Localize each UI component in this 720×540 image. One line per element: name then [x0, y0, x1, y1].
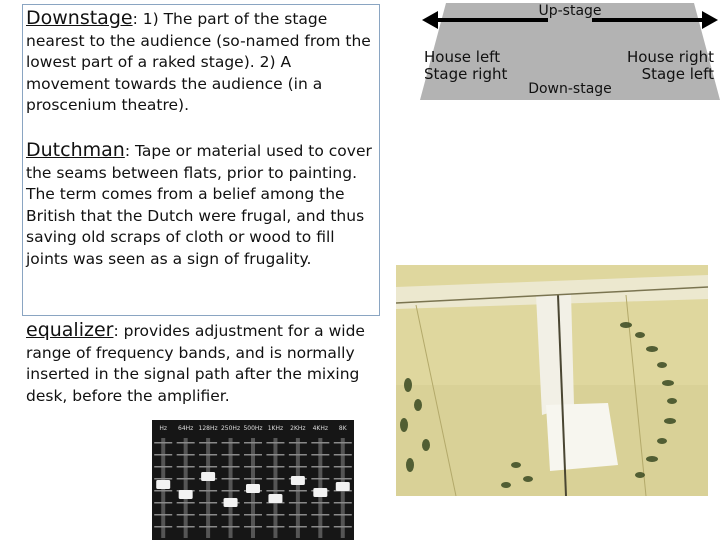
eq-slider-knob [246, 484, 260, 493]
label-house-left: House left [424, 48, 501, 66]
eq-scale-tick [266, 466, 284, 468]
eq-scale-tick [177, 526, 195, 528]
eq-scale-tick [222, 490, 240, 492]
eq-slider-knob [268, 494, 282, 503]
eq-scale-tick [244, 442, 262, 444]
label-house-right: House right [626, 48, 714, 66]
eq-scale-tick [154, 442, 172, 444]
eq-scale-tick [266, 454, 284, 456]
eq-scale-tick [177, 478, 195, 480]
eq-scale-tick [177, 466, 195, 468]
eq-scale-tick [311, 478, 329, 480]
term-dutchman: Dutchman [26, 139, 125, 161]
eq-scale-tick [334, 454, 352, 456]
eq-scale-tick [177, 514, 195, 516]
eq-slider-knob [156, 480, 170, 489]
eq-scale-tick [311, 454, 329, 456]
eq-scale-tick [266, 526, 284, 528]
eq-slider-track [229, 438, 233, 538]
label-stage-right: Stage right [424, 65, 508, 83]
eq-slider-track [184, 438, 188, 538]
eq-band-label: 4KHz [312, 425, 329, 432]
eq-scale-tick [289, 490, 307, 492]
eq-scale-tick [154, 466, 172, 468]
eq-scale-tick [266, 490, 284, 492]
eq-band-label: 8K [338, 425, 347, 432]
eq-scale-tick [199, 502, 217, 504]
eq-scale-tick [334, 442, 352, 444]
stage-directions-diagram [418, 0, 720, 104]
eq-scale-tick [177, 502, 195, 504]
eq-scale-tick [222, 526, 240, 528]
eq-scale-tick [266, 478, 284, 480]
eq-scale-tick [289, 514, 307, 516]
eq-slider-track [273, 438, 277, 538]
definition-downstage: 1) The part of the stage nearest to the audience (so-named from the lowest part of a raked stage). 2) A movement towards the audience (in a proscenium theatre). [26, 10, 371, 114]
eq-band-label: 250Hz [220, 425, 241, 432]
eq-scale-tick [154, 502, 172, 504]
eq-scale-tick [199, 514, 217, 516]
term-downstage: Downstage [26, 7, 133, 29]
eq-scale-tick [222, 466, 240, 468]
eq-slider-knob [313, 488, 327, 497]
eq-scale-tick [222, 442, 240, 444]
eq-scale-tick [244, 526, 262, 528]
eq-scale-tick [154, 478, 172, 480]
eq-scale-tick [311, 514, 329, 516]
equalizer-sliders [152, 420, 354, 540]
definition-dutchman: Tape or material used to cover the seams between flats, prior to painting. The term comes from a belief among the British that the Dutch were frugal, and thus saving old scraps of cloth or wood to fill joints was seen as a sign of frugality. [26, 142, 372, 268]
left-arrow-icon [422, 11, 438, 29]
entry-dutchman: Dutchman: Tape or material used to cover the seams between flats, prior to painting. The term comes from a belief among the British that the Dutch were frugal, and thus saving old scraps of cloth or wood to fill joints was seen as a sign of frugality. [26, 139, 372, 268]
eq-slider-track [296, 438, 300, 538]
dutchman-photo [396, 265, 708, 496]
equalizer-photo [152, 420, 354, 540]
eq-scale-tick [199, 490, 217, 492]
eq-scale-tick [154, 514, 172, 516]
eq-scale-tick [177, 442, 195, 444]
eq-scale-tick [334, 514, 352, 516]
eq-scale-tick [222, 454, 240, 456]
eq-band-label: 64Hz [178, 425, 194, 432]
eq-slider-knob [201, 472, 215, 481]
eq-scale-tick [289, 526, 307, 528]
eq-slider-knob [291, 476, 305, 485]
eq-scale-tick [199, 442, 217, 444]
eq-band-label: Hz [159, 425, 168, 432]
eq-scale-tick [266, 514, 284, 516]
eq-band-label: 500Hz [243, 425, 263, 432]
eq-band-label: 1KHz [267, 425, 284, 432]
eq-scale-tick [311, 466, 329, 468]
term-equalizer: equalizer [26, 319, 114, 341]
eq-slider-knob [224, 498, 238, 507]
right-arrow-icon [702, 11, 718, 29]
eq-scale-tick [177, 454, 195, 456]
label-upstage: Up-stage [538, 3, 602, 19]
eq-slider-knob [336, 482, 350, 491]
eq-scale-tick [222, 478, 240, 480]
entry-downstage: Downstage: 1) The part of the stage nearest to the audience (so-named from the lowest part of a raked stage). 2) A movement towards the audience (in a proscenium theatre). [26, 7, 371, 114]
eq-scale-tick [244, 466, 262, 468]
eq-scale-tick [334, 466, 352, 468]
eq-scale-tick [154, 454, 172, 456]
eq-scale-tick [244, 454, 262, 456]
entry-equalizer: equalizer: provides adjustment for a wide range of frequency bands, and is normally inserted in the signal path after the mixing desk, before the amplifier. [26, 319, 365, 405]
dutchman-illustration [396, 265, 708, 496]
label-stage-left: Stage left [641, 65, 714, 83]
eq-scale-tick [311, 526, 329, 528]
eq-scale-tick [154, 490, 172, 492]
eq-scale-tick [244, 502, 262, 504]
eq-scale-tick [199, 454, 217, 456]
definition-equalizer: provides adjustment for a wide range of frequency bands, and is normally inserted in the signal path after the mixing desk, before the amplifier. [26, 322, 365, 405]
eq-scale-tick [244, 514, 262, 516]
eq-scale-tick [289, 466, 307, 468]
eq-scale-tick [244, 478, 262, 480]
label-downstage: Down-stage [528, 81, 612, 97]
eq-scale-tick [289, 454, 307, 456]
eq-scale-tick [334, 478, 352, 480]
eq-scale-tick [199, 466, 217, 468]
eq-slider-knob [179, 490, 193, 499]
eq-scale-tick [289, 502, 307, 504]
eq-scale-tick [311, 502, 329, 504]
eq-scale-tick [266, 442, 284, 444]
eq-scale-tick [311, 442, 329, 444]
eq-band-label: 2KHz [290, 425, 306, 432]
eq-scale-tick [199, 526, 217, 528]
eq-band-label: 128Hz [198, 425, 218, 432]
eq-scale-tick [334, 526, 352, 528]
eq-slider-track [206, 438, 210, 538]
eq-scale-tick [289, 442, 307, 444]
eq-scale-tick [154, 526, 172, 528]
eq-scale-tick [222, 514, 240, 516]
eq-scale-tick [334, 502, 352, 504]
